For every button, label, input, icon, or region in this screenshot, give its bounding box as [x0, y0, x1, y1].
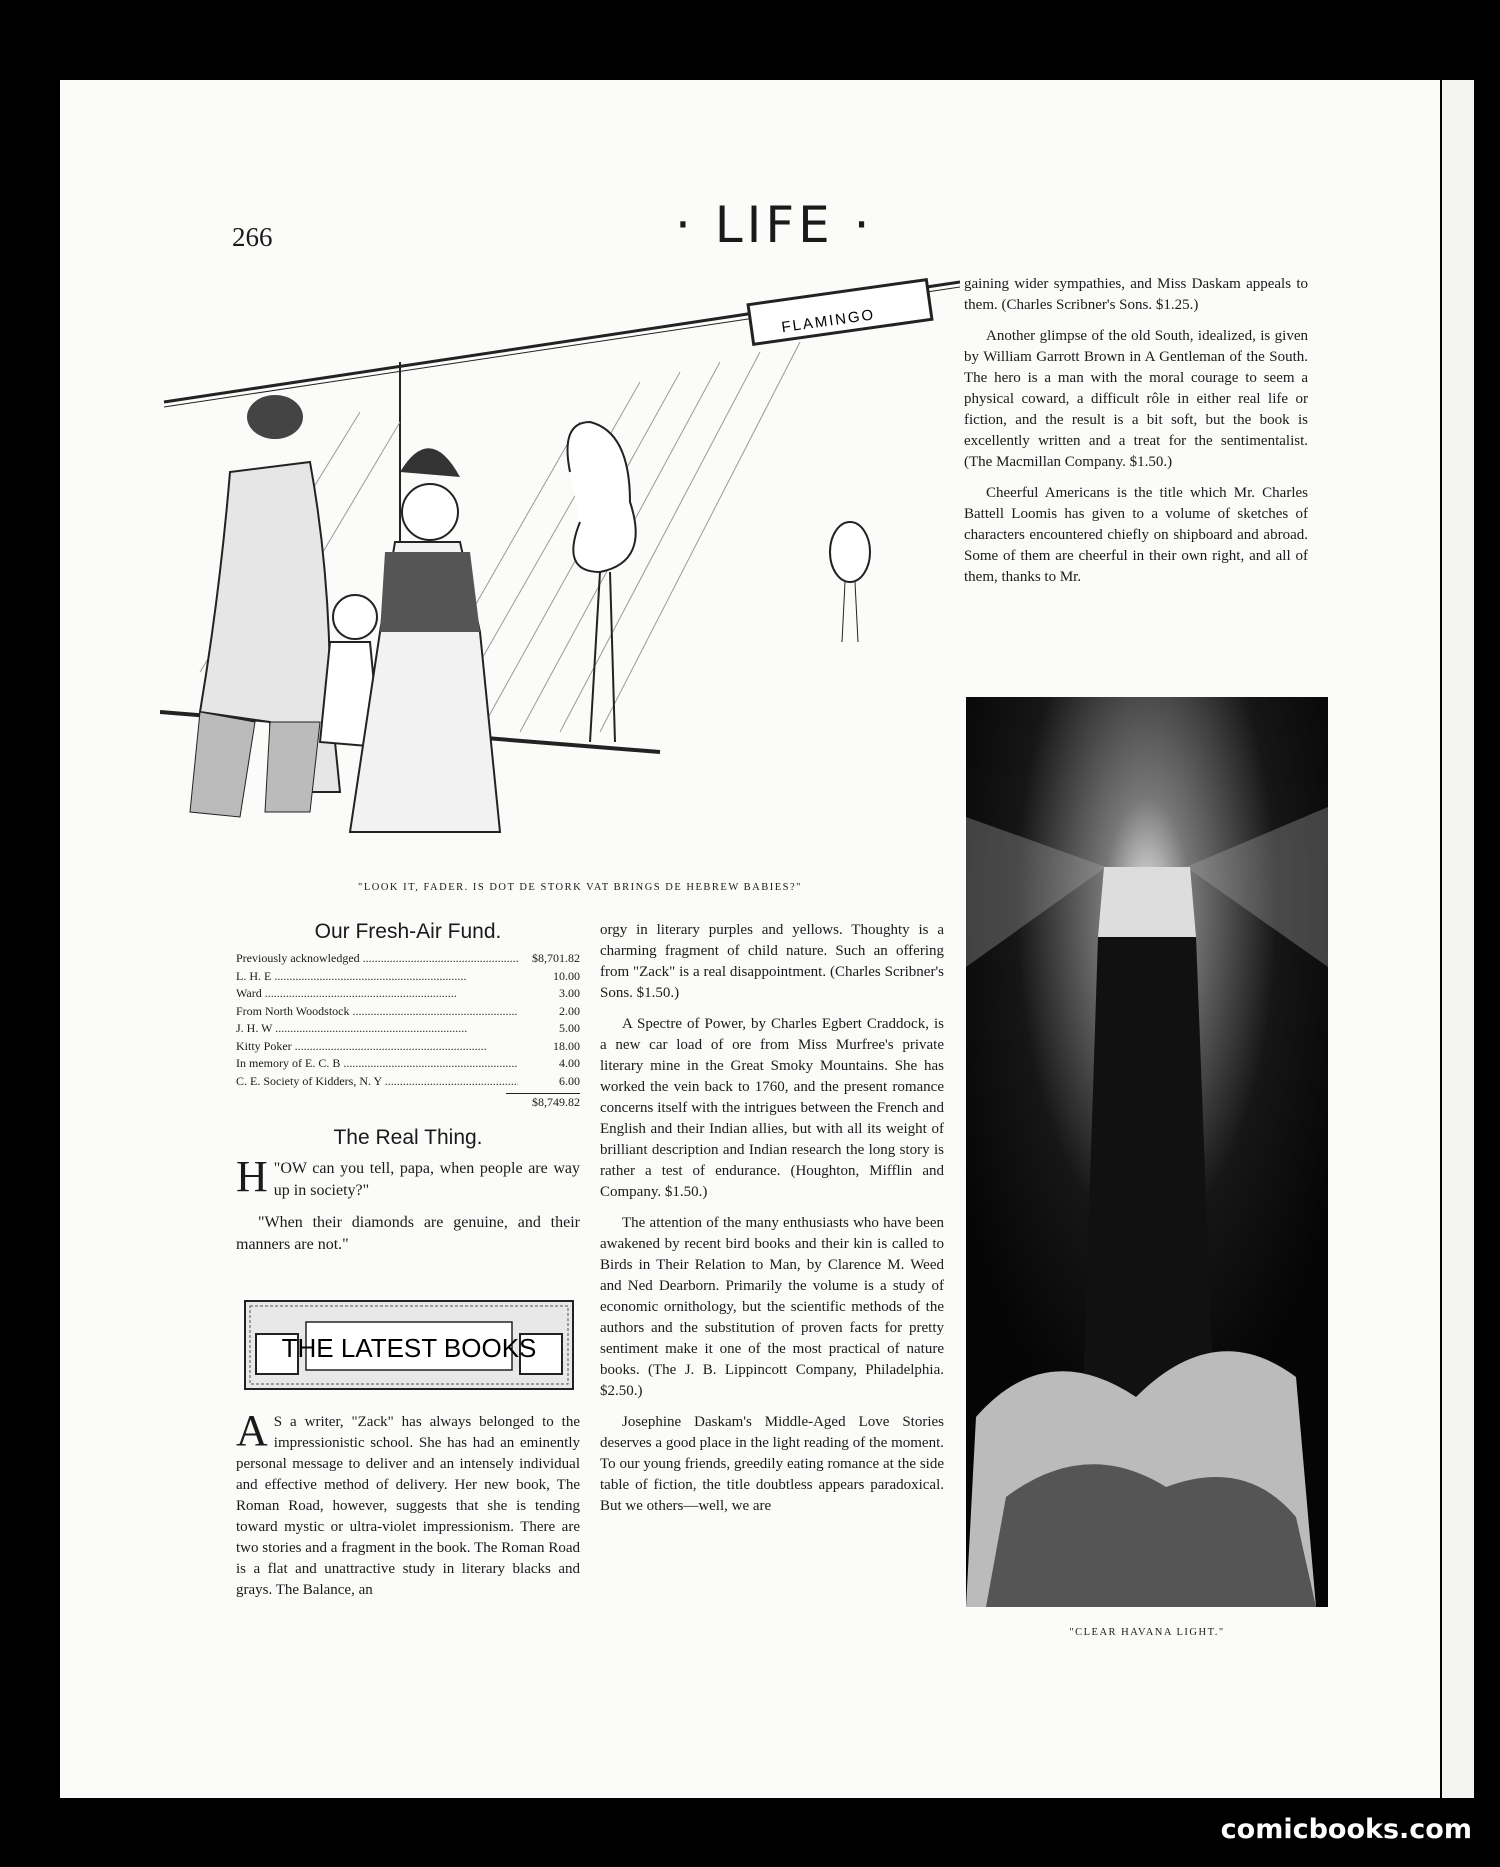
fund-list: [236, 950, 580, 1112]
flamingo-sign-text: FLAMINGO: [780, 306, 877, 337]
photo-caption: "CLEAR HAVANA LIGHT.": [1069, 1627, 1225, 1638]
books-paragraph: orgy in literary purples and yellows. Thoughty is a charming fragment of child nature. Such an offering from "Zack" is a real disappointment. (Charles Scribner's Sons. $1.50.): [600, 922, 944, 1001]
list-item: Previously acknowledged ..... $8,701.82: [236, 950, 580, 968]
banner-text: THE LATEST BOOKS: [281, 1333, 537, 1363]
list-item: From North Woodstock ..... 2.00: [236, 1003, 580, 1021]
books-paragraph: Another glimpse of the old South, idealized, is given by William Garrott Brown in A Gentleman of the South. The hero is a man with the moral courage to seem a physical coward, a difficult rôle in either real life or fiction, and the result is a bit soft, but the book is excellently written and a treat for the sentimentalist. (The Macmillan Company. $1.50.): [964, 328, 1308, 470]
column-left: Our Fresh-Air Fund. Previously acknowledged ..... $8,701.82 L. H. E ..... 10.00 Ward ..... 3.00 From North Woodstock ..... 2.00 J. H. W ..... 5.00 Kitty Poker ..... 18.00 In memory of E. C. B ..... 4.00 C. E. Society of Kidders, N. Y ..... 6.00 $8,749.82 The Real Thing. " H OW can you tell, papa, when people are way up in society?" "When their diamonds are genuine, and their manners are not.": [236, 920, 580, 1266]
list-item: Kitty Poker ..... 18.00: [236, 1038, 580, 1056]
list-item: In memory of E. C. B ..... 4.00: [236, 1055, 580, 1073]
masthead-title: · LIFE ·: [675, 196, 874, 254]
column-right: [964, 274, 1308, 598]
facing-page-edge: [1442, 80, 1474, 1798]
books-paragraph: Josephine Daskam's Middle-Aged Love Stories deserves a good place in the light reading of the moment. To our young friends, greedily eating romance at the side table of fiction, the title doubtless appears paradoxical. But we others—well, we are: [600, 1414, 944, 1514]
cartoon-caption: "LOOK IT, FADER. IS DOT DE STORK VAT BRINGS DE HEBREW BABIES?": [358, 882, 802, 893]
dropcap: H: [236, 1151, 268, 1201]
column-middle: [600, 920, 944, 1527]
books-paragraph: S a writer, "Zack" has always belonged to the impressionistic school. She has had an eminently personal message to deliver and an intensely individual and effective method of delivery. Her new book, The Roman Road, however, suggests that she is tending toward mystic or ultra-violet impressionism. There are two stories and a fragment in the book. The Roman Road is a flat and unattractive study in literary blacks and grays. The Balance, an: [236, 1414, 580, 1598]
list-item: C. E. Society of Kidders, N. Y ..... 6.00: [236, 1073, 580, 1091]
books-paragraph: A Spectre of Power, by Charles Egbert Craddock, is a new car load of ore from Miss Murfree's private literary mine in the Great Smoky Mountains. She has worked the vein back to 1760, and the present romance concerns itself with the intrigues between the French and English and their Indian allies, but with all its weight of brilliant description and Indian research the long story is rather a test of endurance. (Houghton, Mifflin and Company. $1.50.): [600, 1016, 944, 1200]
real-thing-answer: "When their diamonds are genuine, and their manners are not.": [236, 1213, 580, 1253]
page-number: 266: [232, 222, 273, 252]
real-thing-title: The Real Thing.: [333, 1125, 483, 1149]
fund-total: $8,749.82: [506, 1093, 580, 1112]
real-thing-question: OW can you tell, papa, when people are way up in society?": [273, 1159, 580, 1199]
flamingo-cartoon: [160, 272, 960, 862]
books-paragraph: The attention of the many enthusiasts who have been awakened by recent bird books and their kin is called to Birds in Their Relation to Man, by Clarence M. Weed and Ned Dearborn. Primarily the volume is a study of economic ornithology, but the scientific methods of the authors and the substitution of proven facts for pretty sentiment make it one of the most practical of nature books. (The J. B. Lippincott Company, Philadelphia. $2.50.): [600, 1215, 944, 1399]
havana-light-photo: [966, 697, 1328, 1607]
books-paragraph: gaining wider sympathies, and Miss Daskam appeals to them. (Charles Scribner's Sons. $1.25.): [964, 276, 1308, 313]
list-item: L. H. E ..... 10.00: [236, 968, 580, 986]
watermark: comicbooks.com: [1220, 1814, 1472, 1845]
list-item: J. H. W ..... 5.00: [236, 1020, 580, 1038]
fund-title: Our Fresh-Air Fund.: [314, 920, 502, 943]
column-left-lower: [236, 1406, 580, 1611]
dropcap: A: [236, 1406, 268, 1455]
latest-books-banner: [244, 1300, 574, 1390]
books-paragraph: Cheerful Americans is the title which Mr. Charles Battell Loomis has given to a volume of sketches of characters encountered chiefly on shipboard and abroad. Some of them are cheerful in their own right, and all of them, thanks to Mr.: [964, 485, 1308, 585]
list-item: Ward ..... 3.00: [236, 985, 580, 1003]
